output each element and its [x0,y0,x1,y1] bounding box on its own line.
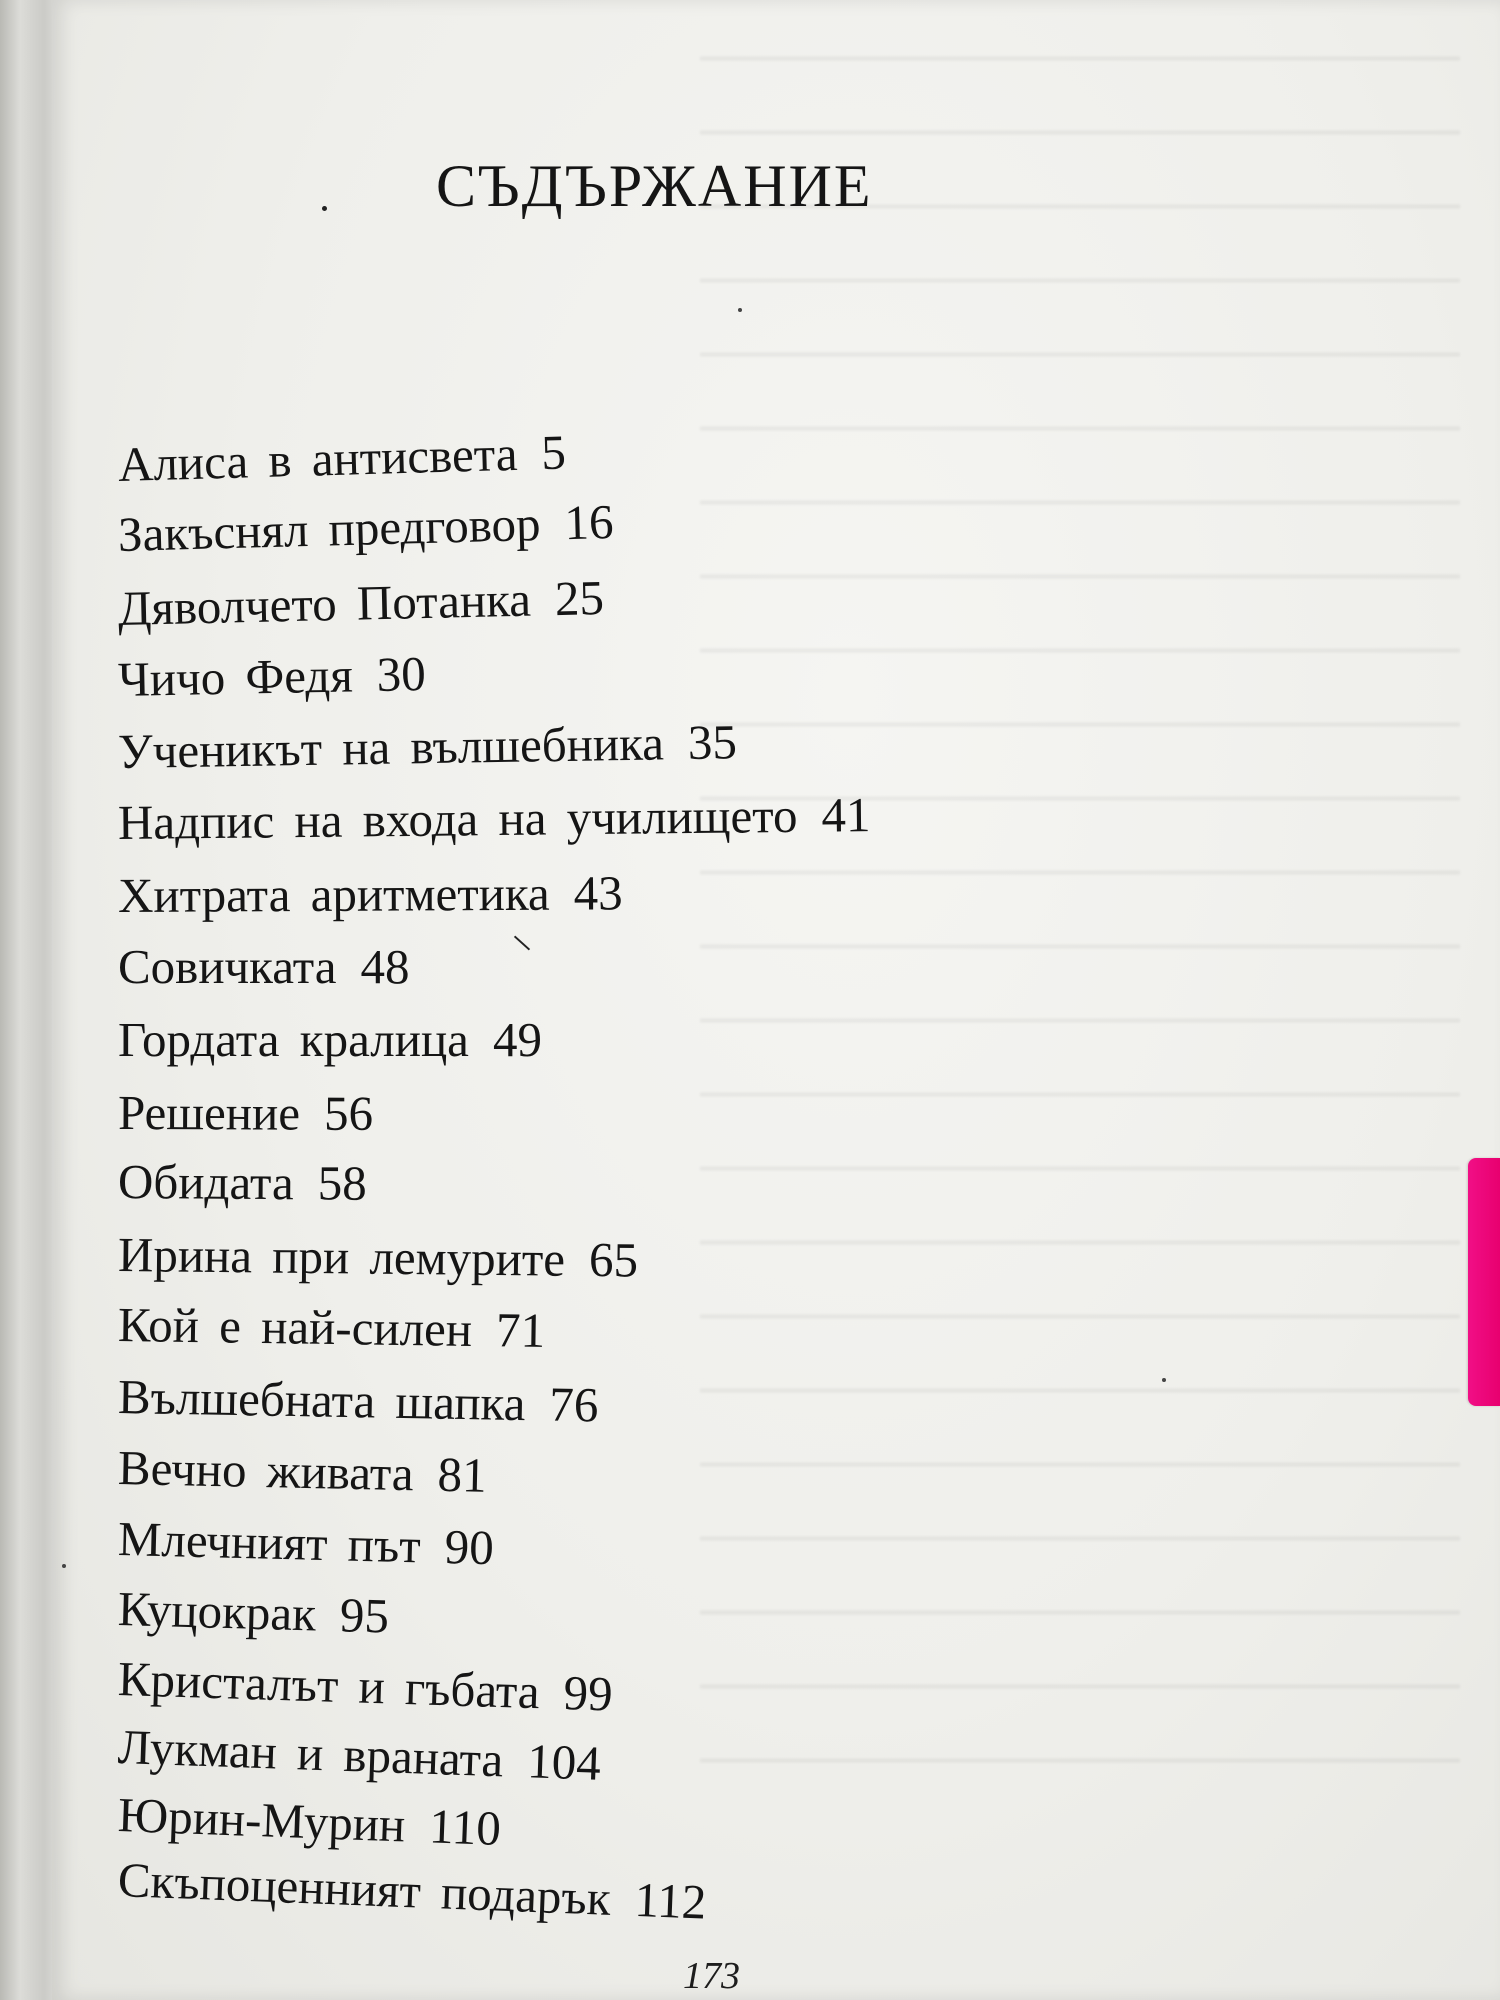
toc-entry [117,424,567,492]
toc-entry-page: 49 [492,1012,542,1067]
ink-mark [1162,1378,1166,1382]
toc-entry [117,1440,488,1503]
toc-entry-title: Совичката [118,939,337,994]
toc-entry-page: 110 [428,1798,502,1857]
bookmark-tab [1468,1158,1500,1406]
toc-entry-page: 56 [323,1085,374,1141]
toc-entry [117,569,605,636]
toc-entry-page: 65 [588,1231,639,1288]
toc-entry-page: 76 [548,1376,599,1433]
toc-entry-title: Кой е най-силен [117,1297,473,1357]
toc-entry [117,1719,602,1791]
toc-entry [116,1787,502,1857]
toc-entry-title: Млечният път [117,1511,422,1574]
table-of-contents [116,0,1218,1930]
toc-entry [117,1227,639,1288]
toc-entry [117,646,427,707]
toc-entry-page: 90 [444,1518,495,1576]
toc-entry-title: Вълшебната шапка [117,1369,526,1432]
toc-entry-title: Скъпоценният подарък [116,1852,612,1926]
toc-entry-title: Дяволчето Потанка [117,571,532,636]
toc-entry [117,714,738,779]
toc-entry [117,1581,390,1644]
toc-entry-title: Куцокрак [117,1581,317,1642]
toc-entry-title: Кристалът и гъбата [117,1651,541,1720]
toc-entry-page: 43 [573,865,623,921]
toc-entry [117,494,615,562]
toc-entry-page: 35 [687,714,738,771]
toc-entry-title: Гордата кралица [118,1012,469,1067]
toc-entry-title: Ирина при лемурите [117,1227,566,1287]
toc-entry-page: 104 [526,1733,602,1791]
toc-entry-title: Алиса в антисвета [117,425,519,492]
toc-entry-title: Закъснял предговор [117,495,542,562]
toc-entry-page: 48 [360,939,410,994]
toc-entry-page: 16 [563,494,615,551]
toc-entry-page: 95 [339,1587,390,1644]
toc-entry-page: 71 [495,1302,546,1358]
toc-entry [117,1511,495,1576]
toc-entry-page: 41 [821,787,871,843]
toc-entry [117,1297,546,1358]
toc-entry-page: 5 [540,424,567,481]
page-title: СЪДЪРЖАНИЕ [436,153,873,219]
toc-entry-page: 112 [633,1871,708,1930]
toc-entry-title: Решение [117,1085,301,1141]
toc-entry-page: 30 [376,646,427,703]
toc-entry [118,939,410,994]
toc-entry-title: Лукман и враната [117,1719,505,1788]
toc-entry-page: 81 [436,1446,488,1503]
toc-entry [117,1369,599,1433]
toc-entry-page: 58 [317,1155,367,1211]
toc-entry [117,1154,367,1211]
toc-entry-page: 25 [554,569,605,627]
toc-entry [117,865,623,923]
toc-entry-title: Хитрата аритметика [117,865,550,923]
toc-entry-page: 99 [562,1665,614,1722]
toc-entry-title: Юрин-Мурин [116,1787,407,1853]
toc-entry [117,787,871,850]
ink-mark [738,308,742,312]
toc-entry-title: Обидата [117,1154,294,1211]
toc-entry [118,1012,542,1067]
toc-entry [117,1651,614,1722]
ink-mark [62,1564,66,1568]
toc-entry [117,1085,374,1141]
toc-entry-title: Чичо Федя [117,647,354,707]
toc-entry-title: Ученикът на вълшебника [117,715,665,779]
toc-entry-title: Надпис на входа на училището [117,787,798,850]
toc-entry-title: Вечно живата [117,1440,415,1502]
page-number: 173 [683,1955,740,1997]
